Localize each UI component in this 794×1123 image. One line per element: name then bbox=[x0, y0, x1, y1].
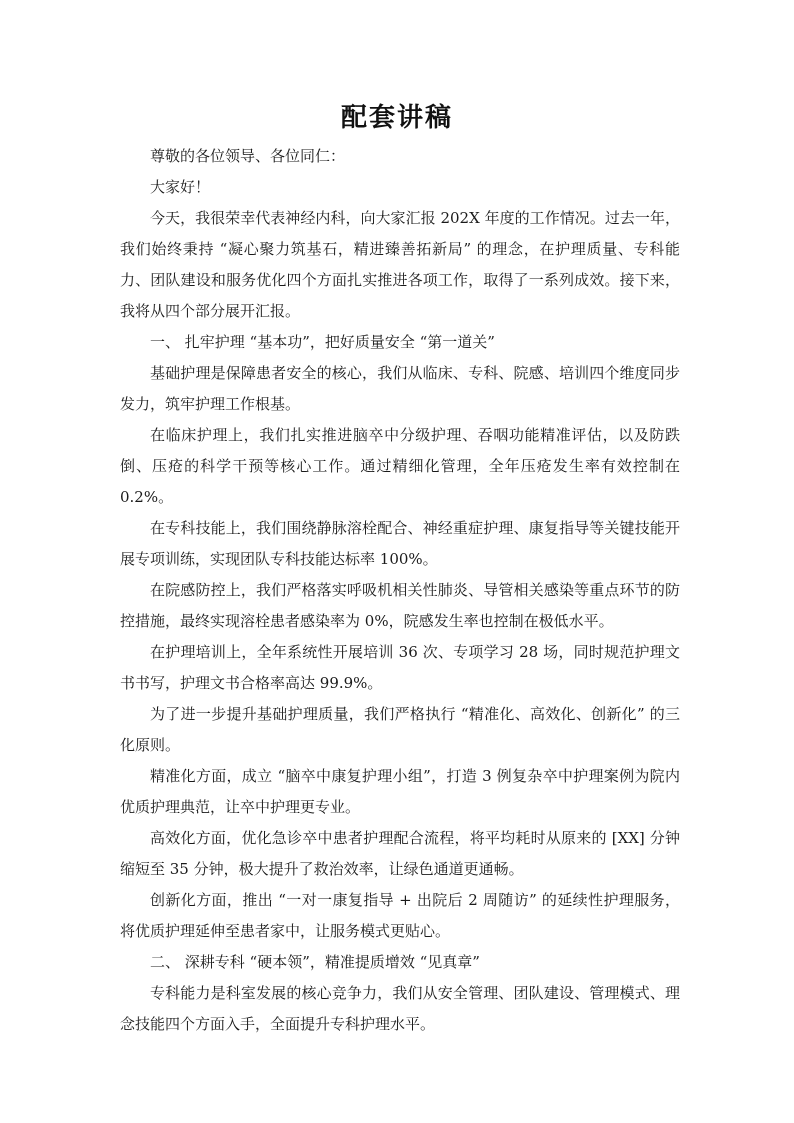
section-heading-1: 一、 扎牢护理 “基本功”，把好质量安全 “第一道关” bbox=[150, 333, 495, 351]
section-1-intro: 基础护理是保障患者安全的核心，我们从临床、专科、院感、培训四个维度同步发力，筑牢护理工作根基。 bbox=[120, 364, 680, 413]
three-principles-paragraph: 为了进一步提升基础护理质量，我们严格执行 “精准化、高效化、创新化” 的三化原则。 bbox=[120, 705, 680, 754]
document-body bbox=[120, 141, 680, 1040]
hello-line: 大家好！ bbox=[150, 178, 211, 196]
section-heading-2: 二、 深耕专科 “硬本领”，精准提质增效 “见真章” bbox=[150, 953, 480, 971]
clinical-nursing-paragraph: 在临床护理上，我们扎实推进脑卒中分级护理、吞咽功能精准评估，以及防跌倒、压疮的科学干预等核心工作。通过精细化管理，全年压疮发生率有效控制在 0.2%。 bbox=[120, 426, 680, 506]
precision-paragraph: 精准化方面，成立 “脑卒中康复护理小组”，打造 3 例复杂卒中护理案例为院内优质护理典范，让卒中护理更专业。 bbox=[120, 767, 680, 816]
greeting-line: 尊敬的各位领导、各位同仁： bbox=[150, 147, 346, 165]
training-paragraph: 在护理培训上，全年系统性开展培训 36 次、专项学习 28 场，同时规范护理文书书写，护理文书合格率高达 99.9%。 bbox=[120, 643, 680, 692]
document-title: 配套讲稿 bbox=[340, 103, 453, 133]
section-2-intro: 专科能力是科室发展的核心竞争力，我们从安全管理、团队建设、管理模式、理念技能四个方面入手，全面提升专科护理水平。 bbox=[120, 984, 680, 1033]
innovation-paragraph: 创新化方面，推出 “一对一康复指导 + 出院后 2 周随访” 的延续性护理服务，将优质护理延伸至患者家中，让服务模式更贴心。 bbox=[120, 891, 680, 940]
specialty-skills-paragraph: 在专科技能上，我们围绕静脉溶栓配合、神经重症护理、康复指导等关键技能开展专项训练，实现团队专科技能达标率 100%。 bbox=[120, 519, 680, 568]
infection-control-paragraph: 在院感防控上，我们严格落实呼吸机相关性肺炎、导管相关感染等重点环节的防控措施，最终实现溶栓患者感染率为 0%，院感发生率也控制在极低水平。 bbox=[120, 581, 680, 630]
efficiency-paragraph: 高效化方面，优化急诊卒中患者护理配合流程，将平均耗时从原来的 [XX] 分钟缩短至 35 分钟，极大提升了救治效率，让绿色通道更通畅。 bbox=[120, 829, 680, 878]
intro-paragraph: 今天，我很荣幸代表神经内科，向大家汇报 202X 年度的工作情况。过去一年，我们始终秉持 “凝心聚力筑基石，精进臻善拓新局” 的理念，在护理质量、专科能力、团队建设和服务优化四个方面扎实推进各项工作，取得了一系列成效。接下来，我将从四个部分展开汇报。 bbox=[120, 209, 680, 320]
